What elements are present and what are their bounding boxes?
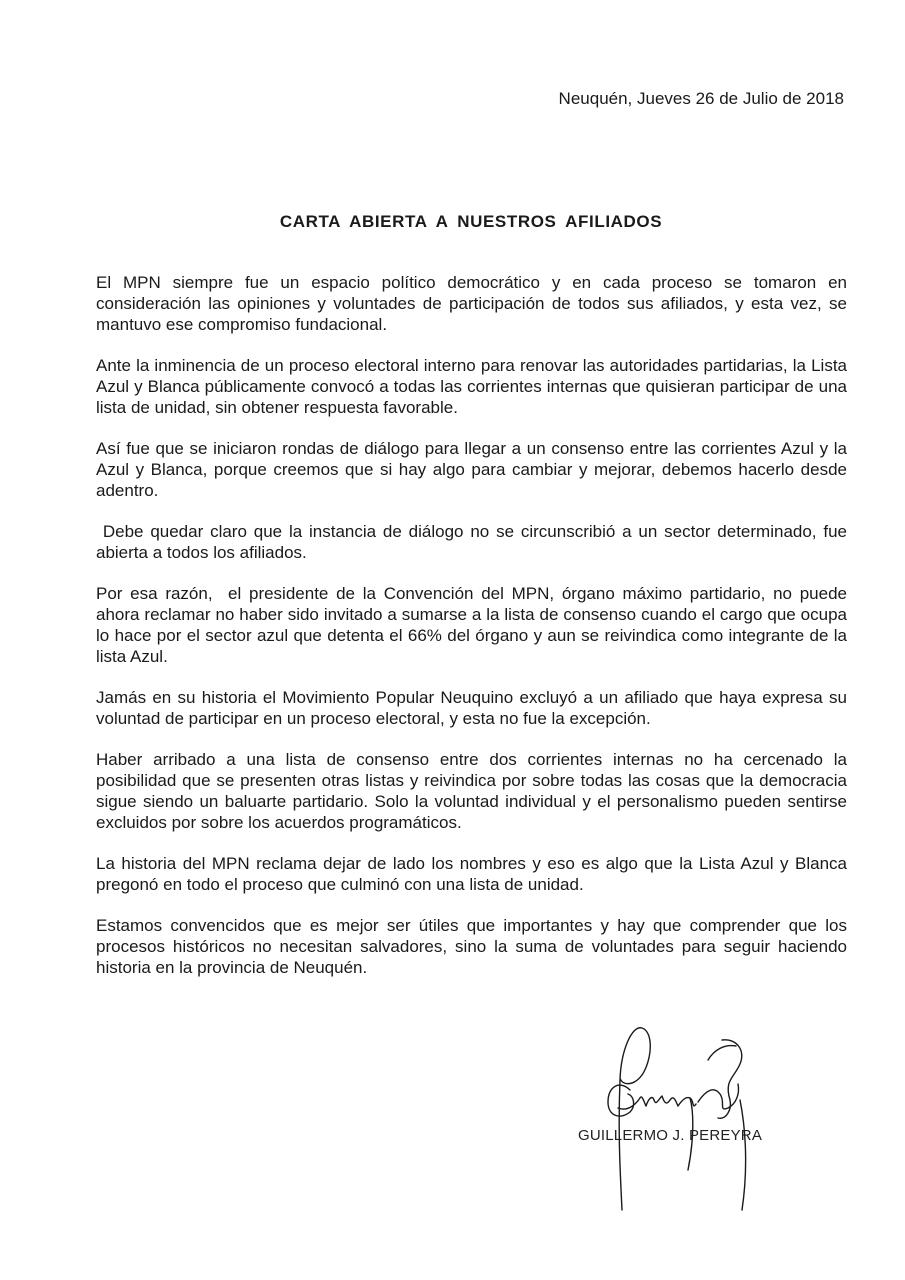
signature-block — [575, 1020, 795, 1220]
paragraph: Haber arribado a una lista de consenso entre dos corrientes internas no ha cercenado la posibilidad que se presenten otras listas y reivindica por sobre todas las cosas que la democracia sigue siendo un baluarte partidario. Solo la voluntad individual y el personalismo pueden sentirse excluidos por sobre los acuerdos programáticos. — [96, 750, 847, 832]
signer-name: GUILLERMO J. PEREYRA — [578, 1127, 763, 1144]
paragraph: Debe quedar claro que la instancia de diálogo no se circunscribió a un sector determinado, fue abierta a todos los afiliados. — [96, 522, 852, 562]
paragraph: Estamos convencidos que es mejor ser útiles que importantes y hay que comprender que los procesos históricos no necesitan salvadores, sino la suma de voluntades para seguir haciendo historia en la provincia de Neuquén. — [96, 916, 847, 977]
paragraph: Ante la inminencia de un proceso electoral interno para renovar las autoridades partidarias, la Lista Azul y Blanca públicamente convocó a todas las corrientes internas que quisieran participar de una lista de unidad, sin obtener respuesta favorable. — [96, 356, 847, 417]
letter-title: CARTA ABIERTA A NUESTROS AFILIADOS — [279, 212, 663, 231]
paragraph: La historia del MPN reclama dejar de lado los nombres y eso es algo que la Lista Azul y Blanca pregonó en todo el proceso que culminó con una lista de unidad. — [96, 854, 847, 894]
handwritten-signature — [590, 1020, 770, 1220]
paragraph: Por esa razón, el presidente de la Convención del MPN, órgano máximo partidario, no puede ahora reclamar no haber sido invitado a sumarse a la lista de consenso cuando el cargo que ocupa lo hace por el sector azul que detenta el 66% del órgano y aun se reivindica como integrante de la lista Azul. — [96, 584, 852, 666]
paragraph: Así fue que se iniciaron rondas de diálogo para llegar a un consenso entre las corrientes Azul y la Azul y Blanca, porque creemos que si hay algo para cambiar y mejorar, debemos hacerlo desde adentro. — [96, 439, 847, 500]
paragraph: El MPN siempre fue un espacio político democrático y en cada proceso se tomaron en consideración las opiniones y voluntades de participación de todos sus afiliados, y esta vez, se mantuvo ese compromiso fundacional. — [96, 273, 847, 334]
letter-date: Neuquén, Jueves 26 de Julio de 2018 — [558, 89, 844, 108]
paragraph: Jamás en su historia el Movimiento Popular Neuquino excluyó a un afiliado que haya expresa su voluntad de participar en un proceso electoral, y esta no fue la excepción. — [96, 688, 847, 728]
letter-body — [96, 272, 852, 998]
